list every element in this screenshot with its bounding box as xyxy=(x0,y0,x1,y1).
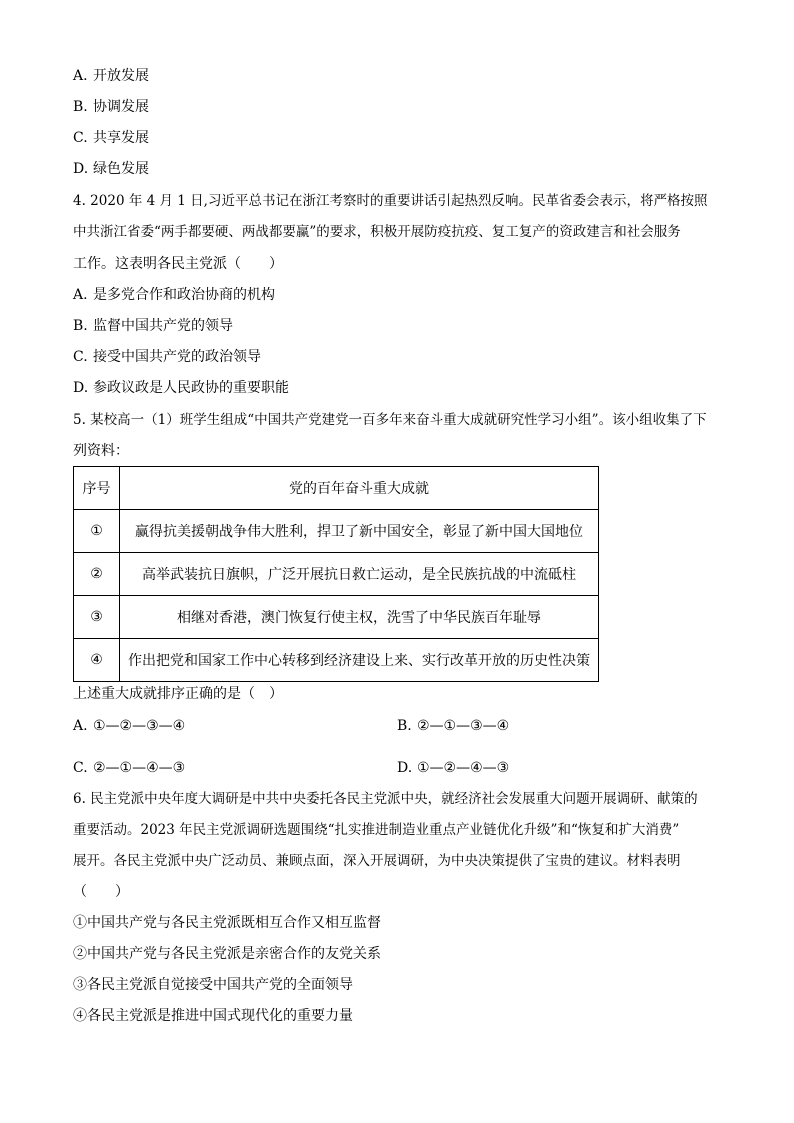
table-row xyxy=(74,510,599,553)
q4-option-b: B. 监督中国共产党的领导 xyxy=(73,318,233,334)
table-row xyxy=(74,553,599,596)
q5-option-b: B. ②—①—③—④ xyxy=(397,718,510,734)
table-cell-seq: ② xyxy=(74,553,120,596)
q6-statement: ③各民主党派自觉接受中国共产党的全面领导 xyxy=(73,977,353,993)
q3-option-d: D. 绿色发展 xyxy=(73,161,149,177)
table-cell-achievement: 赢得抗美援朝战争伟大胜利，捍卫了新中国安全，彰显了新中国大国地位 xyxy=(120,510,599,553)
table-cell-seq: ③ xyxy=(74,596,120,639)
table-cell-achievement: 相继对香港，澳门恢复行使主权，洗雪了中华民族百年耻辱 xyxy=(120,596,599,639)
table-row xyxy=(74,596,599,639)
q5-question: 上述重大成就排序正确的是（ ） xyxy=(73,686,283,702)
q6-stem-line: （ ） xyxy=(73,884,129,900)
table-cell-achievement: 作出把党和国家工作中心转移到经济建设上来、实行改革开放的历史性决策 xyxy=(120,639,599,682)
q4-option-d: D. 参政议政是人民政协的重要职能 xyxy=(73,380,289,396)
q5-option-c: C. ②—①—④—③ xyxy=(73,760,186,776)
q4-stem-line: 中共浙江省委“两手都要硬、两战都要赢”的要求，积极开展防疫抗疫、复工复产的资政建言和社会服务 xyxy=(73,224,681,240)
table-header-row xyxy=(74,467,599,510)
table-header-seq: 序号 xyxy=(74,467,120,510)
q4-option-c: C. 接受中国共产党的政治领导 xyxy=(73,349,261,365)
table-header-achievement: 党的百年奋斗重大成就 xyxy=(120,467,599,510)
q5-option-d: D. ①—②—④—③ xyxy=(397,760,510,776)
achievements-table xyxy=(73,466,599,682)
q6-stem-line: 6. 民主党派中央年度大调研是中共中央委托各民主党派中央，就经济社会发展重大问题开展调研、献策的 xyxy=(73,791,698,807)
q6-statement: ①中国共产党与各民主党派既相互合作又相互监督 xyxy=(73,915,381,931)
table-cell-achievement: 高举武装抗日旗帜，广泛开展抗日救亡运动，是全民族抗战的中流砥柱 xyxy=(120,553,599,596)
q5-option-a: A. ①—②—③—④ xyxy=(73,718,186,734)
q3-option-c: C. 共享发展 xyxy=(73,130,149,146)
table-cell-seq: ④ xyxy=(74,639,120,682)
q6-stem-line: 重要活动。2023 年民主党派调研选题围绕“扎实推进制造业重点产业链优化升级”和“恢复和扩大消费” xyxy=(73,822,680,838)
q6-statement: ④各民主党派是推进中国式现代化的重要力量 xyxy=(73,1008,353,1024)
q3-option-a: A. 开放发展 xyxy=(73,68,149,84)
q5-stem-line: 列资料： xyxy=(73,443,129,459)
q6-stem-line: 展开。各民主党派中央广泛动员、兼顾点面，深入开展调研，为中央决策提供了宝贵的建议。材料表明 xyxy=(73,853,681,869)
table-cell-seq: ① xyxy=(74,510,120,553)
q4-stem-line: 工作。这表明各民主党派（ ） xyxy=(73,256,283,272)
q5-stem-line: 5. 某校高一（1）班学生组成“中国共产党建党一百多年来奋斗重大成就研究性学习小组”。该小组收集了下 xyxy=(73,412,707,428)
q3-option-b: B. 协调发展 xyxy=(73,99,149,115)
table-row xyxy=(74,639,599,682)
q6-statement: ②中国共产党与各民主党派是亲密合作的友党关系 xyxy=(73,946,381,962)
q4-option-a: A. 是多党合作和政治协商的机构 xyxy=(73,287,275,303)
q4-stem-line: 4. 2020 年 4 月 1 日,习近平总书记在浙江考察时的重要讲话引起热烈反响。民革省委会表示，将严格按照 xyxy=(73,193,708,209)
